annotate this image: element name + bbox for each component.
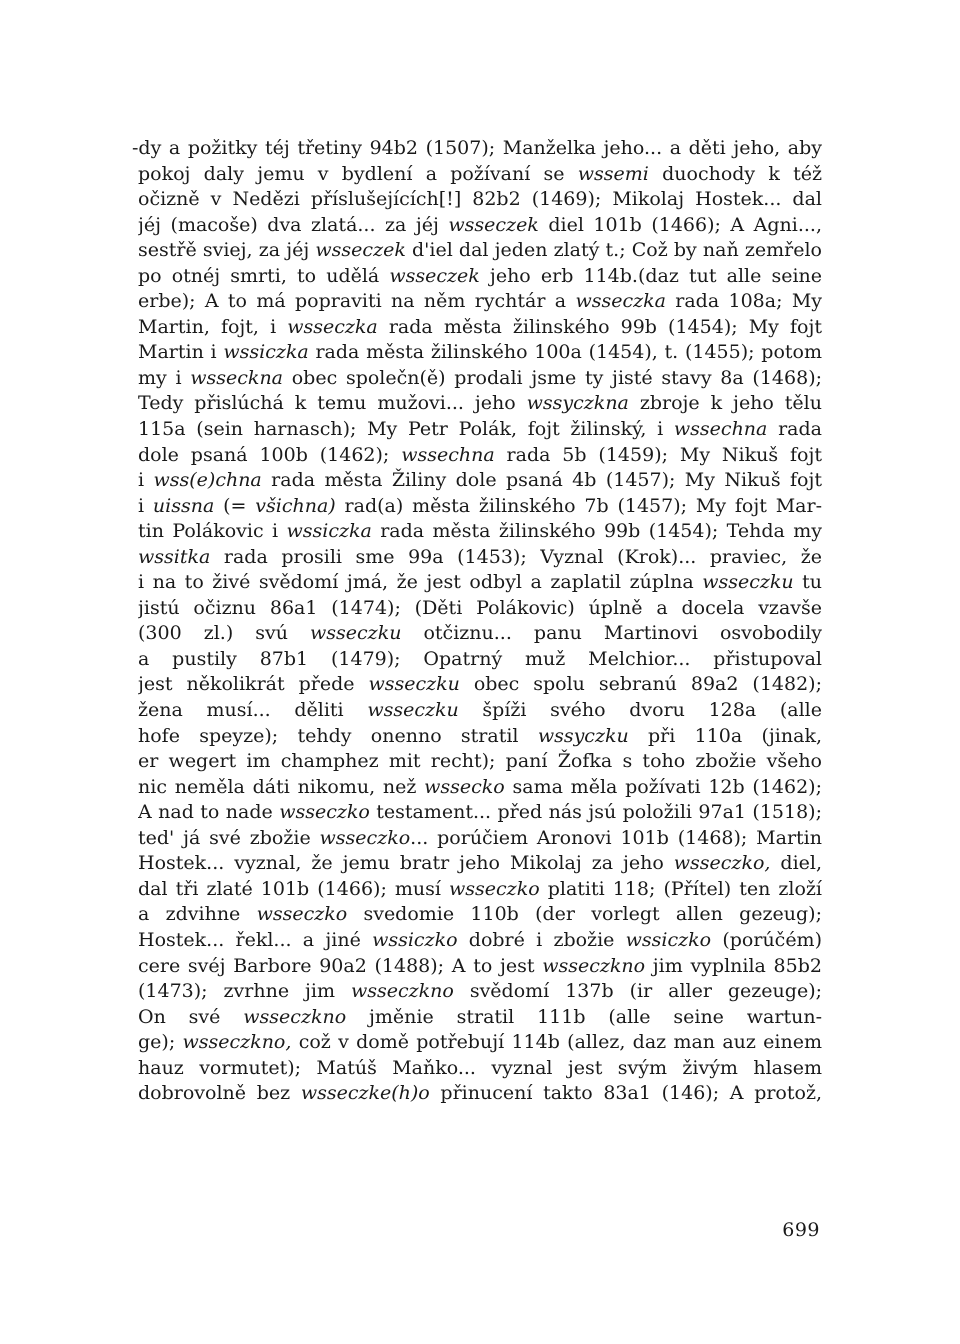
text-run: rad(a) města žilinského 7b (1457); My fojt Mar- — [335, 494, 822, 517]
text-line — [138, 494, 822, 520]
text-run: dal tři zlaté 101b (1466); musí — [138, 877, 450, 900]
italic-word: wsseczku — [368, 673, 460, 696]
text-run: ... porúčiem Aronovi 101b (1468); Martin — [410, 826, 822, 849]
text-line — [138, 749, 822, 775]
text-run: při 110a (jinak, — [628, 724, 822, 747]
text-run: i — [138, 494, 153, 517]
text-run: (300 zl.) svú — [138, 622, 311, 645]
italic-word: wssiczka — [223, 341, 309, 364]
text-run: (porúčém) — [711, 928, 822, 951]
text-run: i na to živé svědomí jmá, že jest odbyl a zaplatil zúplna — [138, 571, 703, 594]
italic-word: wssyczkna — [526, 392, 629, 415]
italic-word: wsseczko — [449, 877, 540, 900]
text-run: Hostek... vyznal, že jemu bratr jeho Mikolaj za jeho — [138, 852, 674, 875]
text-run: 115a (sein harnasch); My Petr Polák, fojt žilinský, i — [138, 418, 674, 441]
text-run: a pustily 87b1 (1479); Opatrný muž Melchior... přistupoval — [138, 647, 822, 670]
text-line — [138, 724, 822, 750]
text-run: rada prosili sme 99a (1453); Vyznal (Krok)... praviec, že — [210, 545, 822, 568]
page-number: 699 — [782, 1219, 820, 1241]
text-line — [138, 545, 822, 571]
italic-word: wsseckna — [190, 366, 284, 389]
italic-word: wsseczku — [367, 699, 459, 722]
text-run: diel, — [770, 852, 822, 875]
text-run: -dy a požitky téj třetiny 94b2 (1507); Manželka jeho... a děti jeho, aby — [132, 137, 822, 159]
text-line — [138, 621, 822, 647]
italic-word: wsseczko — [256, 903, 348, 926]
text-line — [138, 596, 822, 622]
text-line — [138, 647, 822, 673]
text-line — [138, 826, 822, 852]
italic-word: wssechna — [673, 418, 768, 441]
text-run: i — [138, 469, 154, 492]
text-run: sama měla požívati 12b (1462); — [504, 775, 822, 798]
text-line — [138, 1081, 822, 1107]
italic-word: wsseczkno — [243, 1005, 347, 1028]
italic-word: wsseczka — [575, 290, 666, 313]
text-run: testament... před nás jsú položili 97a1 (1518); — [369, 801, 822, 824]
text-run: zbroje k jeho tělu — [628, 392, 822, 415]
page-body — [132, 136, 822, 1107]
text-run: On své — [138, 1005, 244, 1028]
italic-word: wsseczke(h)o — [300, 1082, 430, 1105]
text-run: d'iel dal jeden zlatý t.; Což by naň zemřelo — [405, 239, 822, 262]
italic-word: wsseczku — [310, 622, 402, 645]
text-run: (1473); zvrhne jim — [138, 980, 351, 1003]
italic-word: wsseczkno — [351, 980, 454, 1003]
text-run: Martin, fojt, i — [138, 315, 288, 338]
text-run: tin Polákovic i — [138, 520, 287, 543]
text-run: erbe); A to má popraviti na něm rychtár a — [138, 290, 576, 313]
text-run: diel 101b (1466); A Agni..., — [538, 213, 822, 236]
text-line — [138, 391, 822, 417]
text-run: jistú očiznu 86a1 (1474); (Děti Polákovic) úplně a docela vzavše — [138, 596, 822, 619]
text-run: špíži svého dvoru 128a (alle — [458, 699, 822, 722]
text-line — [138, 979, 822, 1005]
text-line — [138, 928, 822, 954]
italic-word: wssechna — [401, 443, 495, 466]
text-line — [138, 877, 822, 903]
italic-word: wssyczku — [537, 724, 629, 747]
text-run: jim vyplnila 85b2 — [645, 954, 822, 977]
text-line — [138, 468, 822, 494]
text-line — [138, 162, 822, 188]
text-run: jměnie stratil 111b (alle seine wartun- — [346, 1005, 822, 1028]
text-run: ( — [214, 494, 231, 517]
italic-word: wsseczko, — [673, 852, 771, 875]
text-run: er wegert im champhez mit recht); paní Žofka s toho zbožie všeho — [138, 750, 822, 773]
text-run: ted' já své zbožie — [138, 826, 320, 849]
italic-word: wsseczko — [279, 801, 370, 824]
text-run: rada města žilinského 99b (1454); My fojt — [377, 315, 822, 338]
text-line — [138, 443, 822, 469]
text-run: žena musí... děliti — [138, 699, 368, 722]
text-line — [138, 775, 822, 801]
text-run: obec společn(ě) prodali jsme ty jisté stavy 8a (1468); — [283, 366, 822, 389]
text-run: rada města Žiliny dole psaná 4b (1457); My Nikuš fojt — [261, 469, 822, 492]
italic-word: wsseczkno — [542, 954, 646, 977]
italic-word: wsseczka — [287, 315, 378, 338]
italic-word: wsseczko — [319, 826, 411, 849]
text-run: jest několikrát přede — [138, 673, 369, 696]
text-line — [138, 1005, 822, 1031]
text-run: Tedy přislúchá k temu mužovi... jeho — [138, 392, 527, 415]
text-run: což v domě potřebují 114b (allez, daz man auz einem — [291, 1031, 822, 1054]
text-run: rada města žilinského 99b (1454); Tehda my — [371, 520, 822, 543]
text-run: rada — [767, 418, 822, 441]
text-run: svědomí 137b (ir aller gezeuge); — [453, 980, 822, 1003]
text-run: cere svéj Barbore 90a2 (1488); A to jest — [138, 954, 543, 977]
text-run: jeho erb 114b.(daz tut alle seine — [479, 264, 822, 287]
text-line — [132, 136, 822, 162]
italic-word: wssemi — [577, 162, 649, 185]
text-line — [138, 800, 822, 826]
text-line — [138, 902, 822, 928]
italic-word: uissna — [152, 494, 215, 517]
text-line — [138, 954, 822, 980]
text-run: dole psaná 100b (1462); — [138, 443, 402, 466]
text-run: sestřě sviej, za jéj — [138, 239, 316, 262]
text-run: Hostek... řekl... a jiné — [138, 928, 373, 951]
text-run: otčiznu... panu Martinovi osvobodily — [401, 622, 822, 645]
text-run: jéj (macoše) dva zlatá... za jéj — [138, 213, 449, 236]
text-run: dobré i zbožie — [457, 928, 626, 951]
italic-word: = všichna) — [230, 494, 336, 517]
text-run: A nad to nade — [138, 801, 280, 824]
text-line — [138, 519, 822, 545]
text-line — [138, 417, 822, 443]
text-run: ge); — [138, 1031, 183, 1054]
text-line — [138, 264, 822, 290]
text-line — [138, 1056, 822, 1082]
text-line — [138, 187, 822, 213]
text-run: rada 108a; My — [665, 290, 822, 313]
text-line — [138, 315, 822, 341]
italic-word: wsseczek — [389, 264, 480, 287]
text-run: svedomie 110b (der vorlegt allen gezeug); — [347, 903, 822, 926]
text-run: přinucení takto 83a1 (146); A protož, — [429, 1082, 822, 1105]
text-run: hofe speyze); tehdy onenno stratil — [138, 724, 538, 747]
text-run: rada města žilinského 100a (1454), t. (1455); potom — [308, 341, 822, 364]
italic-word: wsseczku — [702, 571, 794, 594]
text-line — [138, 366, 822, 392]
text-run: rada 5b (1459); My Nikuš fojt — [494, 443, 822, 466]
text-run: a zdvihne — [138, 903, 257, 926]
text-run: očizně v Nedězi příslušejících[!] 82b2 (1469); Mikolaj Hostek... dal — [138, 188, 822, 211]
text-line — [138, 698, 822, 724]
text-run: hauz vormutet); Matúš Maňko... vyznal jest svým živým hlasem — [138, 1056, 822, 1079]
italic-word: wsseczek — [315, 239, 406, 262]
text-run: tu — [793, 571, 822, 594]
italic-word: wssiczko — [372, 928, 458, 951]
text-line — [138, 340, 822, 366]
text-run: pokoj daly jemu v bydlení a požívaní se — [138, 162, 578, 185]
italic-word: wssiczka — [286, 520, 372, 543]
text-line — [138, 1030, 822, 1056]
italic-word: wssecko — [424, 775, 505, 798]
text-run: platiti 118; (Přítel) ten zloží — [539, 877, 822, 900]
text-line — [138, 851, 822, 877]
text-run: Martin i — [138, 341, 224, 364]
text-line — [138, 213, 822, 239]
text-run: my i — [138, 366, 191, 389]
italic-word: wsseczkno, — [182, 1031, 292, 1054]
text-line — [138, 672, 822, 698]
text-run: nic neměla dáti nikomu, než — [138, 775, 425, 798]
italic-word: wsseczek — [448, 213, 539, 236]
text-run: dobrovolně bez — [138, 1082, 301, 1105]
text-run: duochody k též — [648, 162, 822, 185]
text-run: obec spolu sebranú 89a2 (1482); — [459, 673, 822, 696]
italic-word: wssitka — [138, 545, 211, 568]
text-run: po otnéj smrti, to udělá — [138, 264, 390, 287]
text-line — [138, 289, 822, 315]
text-line — [138, 238, 822, 264]
italic-word: wss(e)chna — [153, 469, 262, 492]
text-line — [138, 570, 822, 596]
italic-word: wssiczko — [625, 928, 712, 951]
